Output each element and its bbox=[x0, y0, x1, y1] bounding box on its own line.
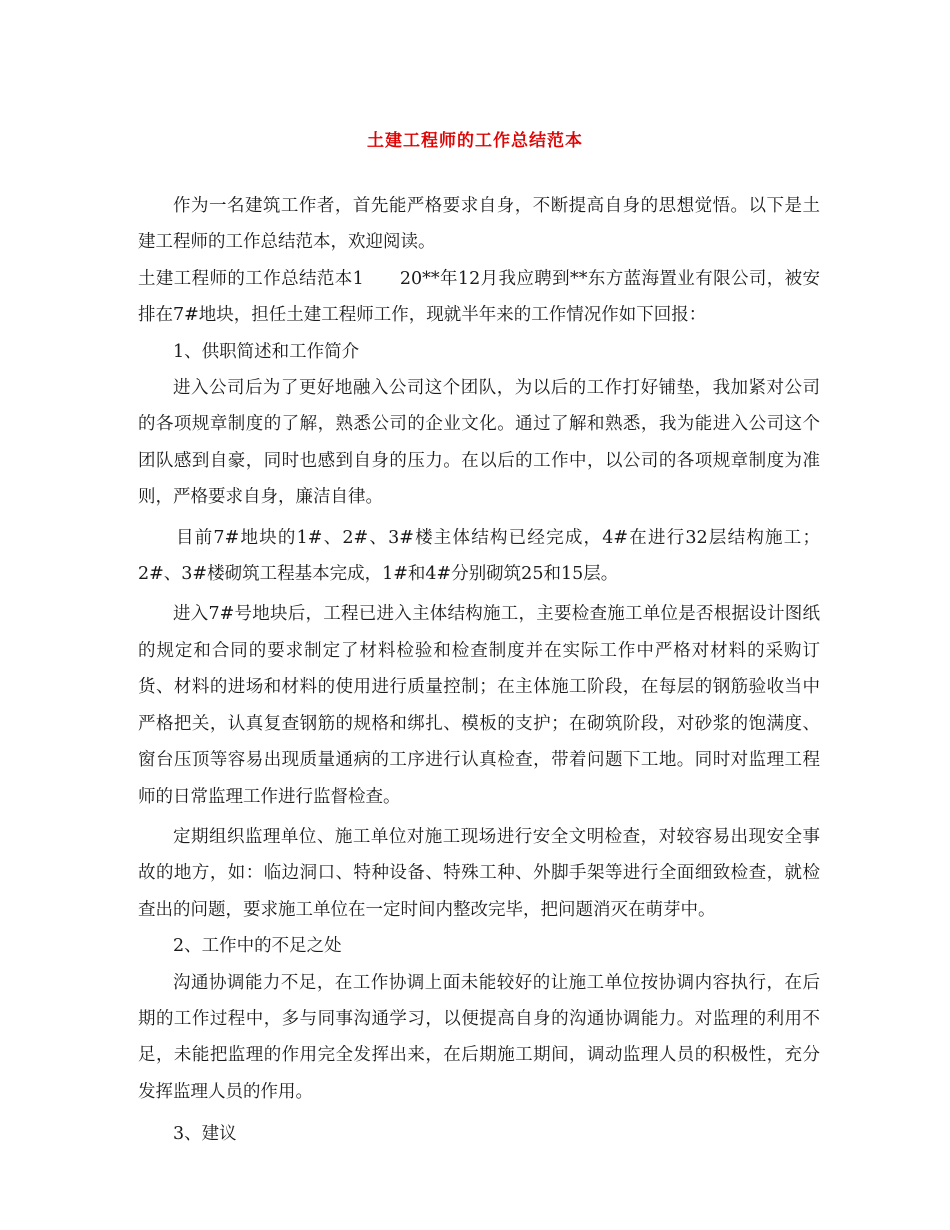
paragraph-progress: 目前7#地块的1#、2#、3#楼主体结构已经完成，4#在进行32层结构施工；2#、3#楼砌筑工程基本完成，1#和4#分别砌筑25和15层。 bbox=[138, 527, 820, 585]
document-body bbox=[138, 188, 820, 1153]
paragraph-opening: 土建工程师的工作总结范本1 20**年12月我应聘到**东方蓝海置业有限公司，被安排在7#地块，担任土建工程师工作，现就半年来的工作情况作如下回报： bbox=[138, 268, 820, 326]
heading-section-1: 1、供职简述和工作简介 bbox=[173, 341, 360, 362]
document-title: 土建工程师的工作总结范本 bbox=[367, 131, 583, 151]
heading-section-3: 3、建议 bbox=[173, 1124, 237, 1145]
paragraph-intro: 作为一名建筑工作者，首先能严格要求自身，不断提高自身的思想觉悟。以下是土建工程师的工作总结范本，欢迎阅读。 bbox=[138, 196, 820, 253]
paragraph-safety: 定期组织监理单位、施工单位对施工现场进行安全文明检查，对较容易出现安全事故的地方，如：临边洞口、特种设备、特殊工种、外脚手架等进行全面细致检查，就检查出的问题，要求施工单位在一定时间内整改完毕，把问题消灭在萌芽中。 bbox=[138, 826, 820, 920]
paragraph-joining: 进入公司后为了更好地融入公司这个团队，为以后的工作打好铺垫，我加紧对公司的各项规章制度的了解，熟悉公司的企业文化。通过了解和熟悉，我为能进入公司这个团队感到自豪，同时也感到自身的压力。在以后的工作中，以公司的各项规章制度为准则，严格要求自身，廉洁自律。 bbox=[138, 378, 820, 508]
heading-section-2: 2、工作中的不足之处 bbox=[173, 936, 342, 957]
paragraph-quality-control: 进入7#号地块后，工程已进入主体结构施工，主要检查施工单位是否根据设计图纸的规定和合同的要求制定了材料检验和检查制度并在实际工作中严格对材料的采购订货、材料的进场和材料的使用进行质量控制；在主体施工阶段，在每层的钢筋验收当中严格把关，认真复查钢筋的规格和绑扎、模板的支护；在砌筑阶段，对砂浆的饱满度、窗台压顶等容易出现质量通病的工序进行认真检查，带着问题下工地。同时对监理工程师的日常监理工作进行监督检查。 bbox=[138, 604, 820, 807]
paragraph-shortcomings: 沟通协调能力不足，在工作协调上面未能较好的让施工单位按协调内容执行，在后期的工作过程中，多与同事沟通学习，以便提高自身的沟通协调能力。对监理的利用不足，未能把监理的作用完全发挥出来，在后期施工期间，调动监理人员的积极性，充分发挥监理人员的作用。 bbox=[138, 972, 820, 1102]
